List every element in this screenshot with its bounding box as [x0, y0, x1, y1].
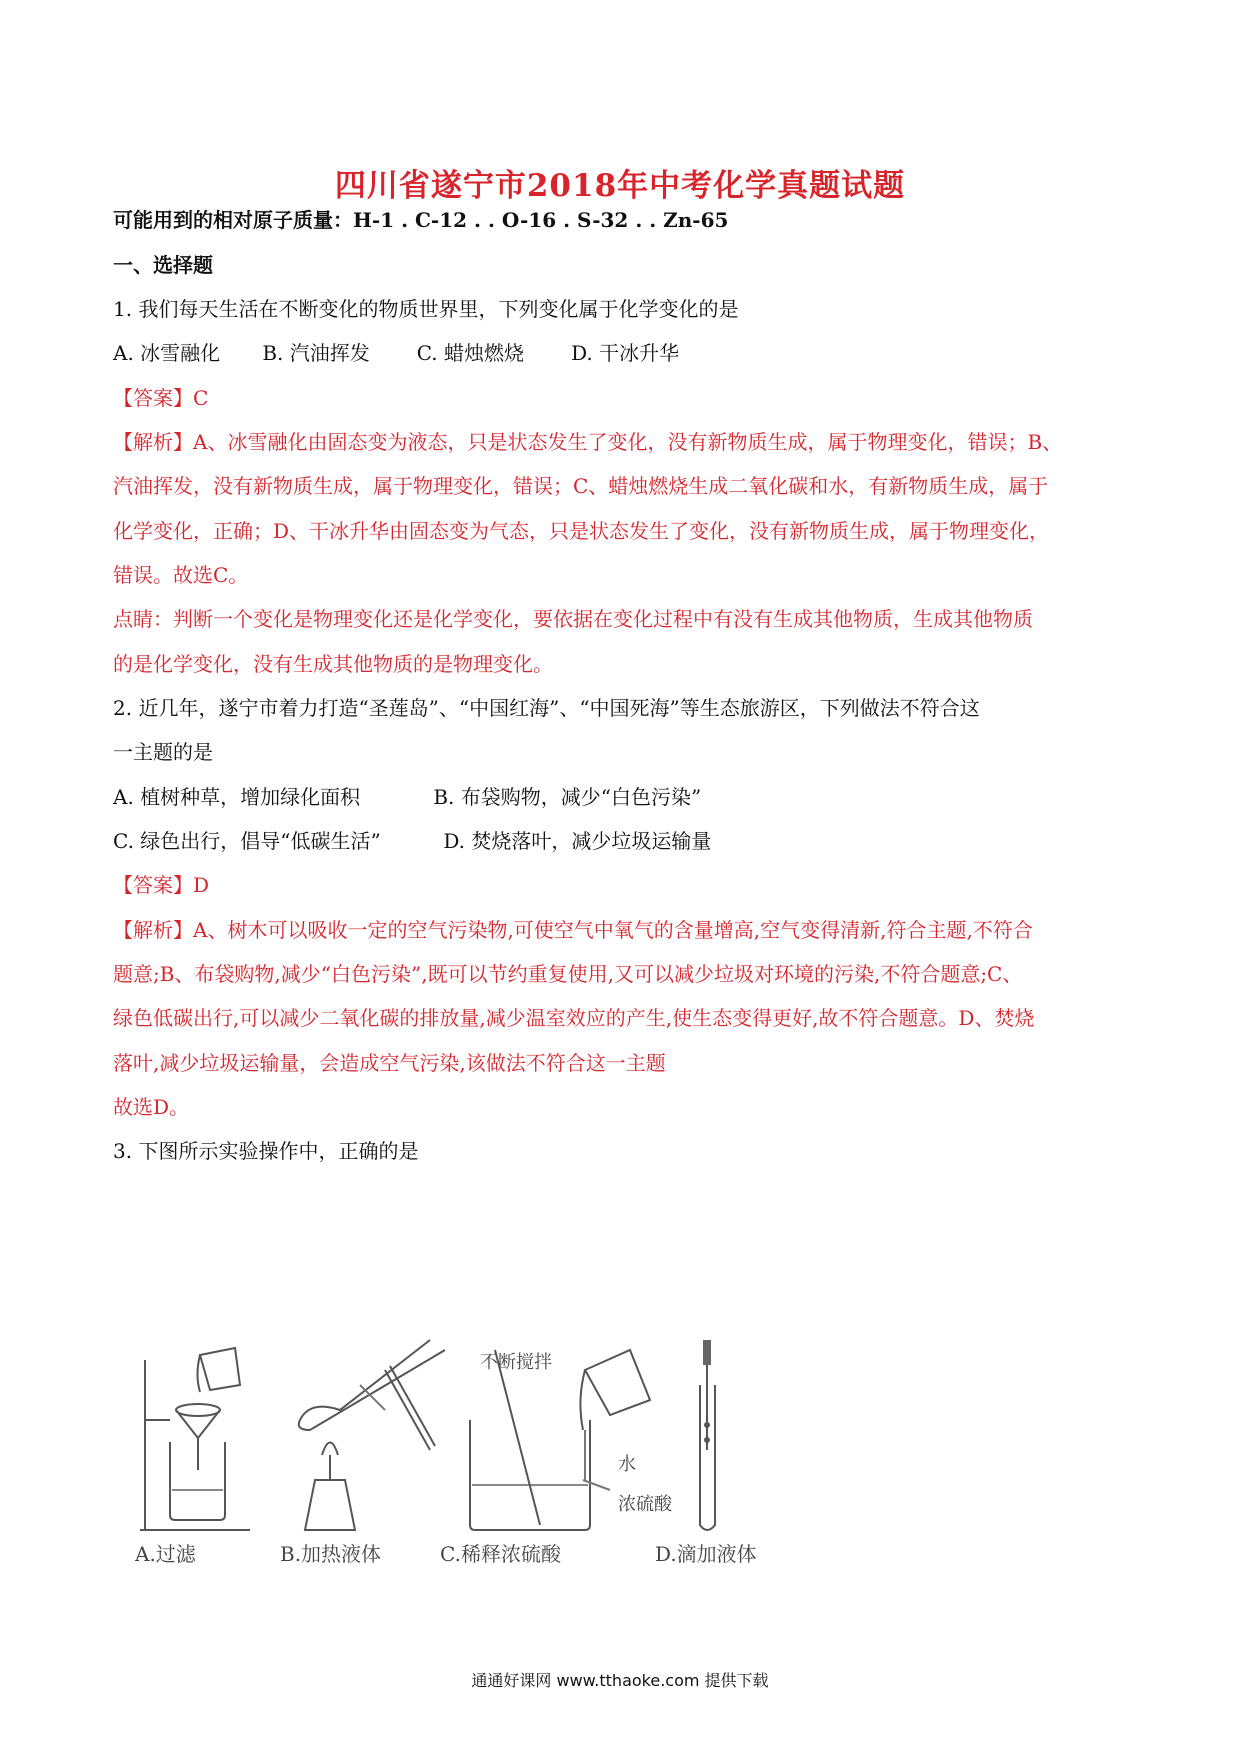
stir-label: 不断搅拌 [480, 1352, 552, 1373]
acid-label: 浓硫酸 [618, 1494, 672, 1515]
q1-options [113, 337, 679, 366]
q1-answer: 【答案】C [113, 386, 209, 410]
q1-option-a: A. 冰雪融化 [113, 341, 221, 365]
q2-analysis-line: 【解析】A、树木可以吸收一定的空气污染物,可使空气中氧气的含量增高,空气变得清新,符合主题,不符合 [113, 918, 1033, 942]
q1-analysis-line: 汽油挥发，没有新物质生成，属于物理变化，错误；C、蜡烛燃烧生成二氧化碳和水，有新物质生成，属于 [113, 474, 1049, 498]
water-label: 水 [618, 1454, 636, 1475]
q1-analysis-line: 化学变化，正确；D、干冰升华由固态变为气态，只是状态发生了变化，没有新物质生成，属于物理变化， [113, 519, 1050, 543]
q2-analysis-line: 落叶,减少垃圾运输量，会造成空气污染,该做法不符合这一主题 [113, 1051, 666, 1075]
filtration-apparatus [140, 1348, 250, 1530]
q2-option-d: D. 焚烧落叶，减少垃圾运输量 [443, 829, 712, 853]
q1-stem: 1. 我们每天生活在不断变化的物质世界里，下列变化属于化学变化的是 [113, 297, 739, 321]
q1-note-line: 的是化学变化，没有生成其他物质的是物理变化。 [113, 652, 553, 676]
q1-analysis-line: 错误。故选C。 [113, 563, 249, 587]
q3-stem: 3. 下图所示实验操作中，正确的是 [113, 1139, 419, 1163]
q2-options-row [113, 825, 711, 854]
q2-analysis-line: 题意;B、布袋购物,减少“白色污染”,既可以节约重复使用,又可以减少垃圾对环境的污染,不符合题意;C、 [113, 962, 1023, 986]
q1-note-line: 点睛：判断一个变化是物理变化还是化学变化，要依据在变化过程中有没有生成其他物质，生成其他物质 [113, 607, 1033, 631]
q2-analysis-line: 故选D。 [113, 1095, 190, 1119]
q2-option-b: B. 布袋购物，减少“白色污染” [433, 785, 702, 809]
q1-option-c: C. 蜡烛燃烧 [416, 341, 525, 365]
q1-option-d: D. 干冰升华 [571, 341, 680, 365]
q2-option-c: C. 绿色出行，倡导“低碳生活” [113, 829, 381, 853]
q2-options-row [113, 781, 701, 810]
q2-analysis-line: 绿色低碳出行,可以减少二氧化碳的排放量,减少温室效应的产生,使生态变得更好,故不符合题意。D、焚烧 [113, 1006, 1035, 1030]
atomic-masses: 可能用到的相对原子质量：H-1 . C-12 . . O-16 . S-32 . . Zn-65 [113, 208, 729, 232]
caption-c: C.稀释浓硫酸 [440, 1542, 561, 1566]
footer-text: 通通好课网 www.tthaoke.com 提供下载 [471, 1671, 769, 1690]
dropper-apparatus [700, 1340, 715, 1530]
page-title: 四川省遂宁市2018年中考化学真题试题 [334, 168, 906, 204]
section-heading: 一、选择题 [113, 253, 213, 277]
heating-apparatus [299, 1340, 445, 1530]
q2-answer: 【答案】D [113, 873, 210, 897]
q1-option-b: B. 汽油挥发 [262, 341, 370, 365]
q2-stem-line: 2. 近几年，遂宁市着力打造“圣莲岛”、“中国红海”、“中国死海”等生态旅游区，下列做法不符合这 [113, 696, 980, 720]
caption-a: A.过滤 [135, 1542, 196, 1566]
q2-option-a: A. 植树种草，增加绿化面积 [113, 785, 361, 809]
q3-figure [135, 1330, 880, 1570]
caption-d: D.滴加液体 [655, 1542, 757, 1566]
q2-stem-line: 一主题的是 [113, 740, 213, 764]
caption-b: B.加热液体 [280, 1542, 382, 1566]
q1-analysis-line: 【解析】A、冰雪融化由固态变为液态，只是状态发生了变化，没有新物质生成，属于物理变化，错误；B、 [113, 430, 1063, 454]
